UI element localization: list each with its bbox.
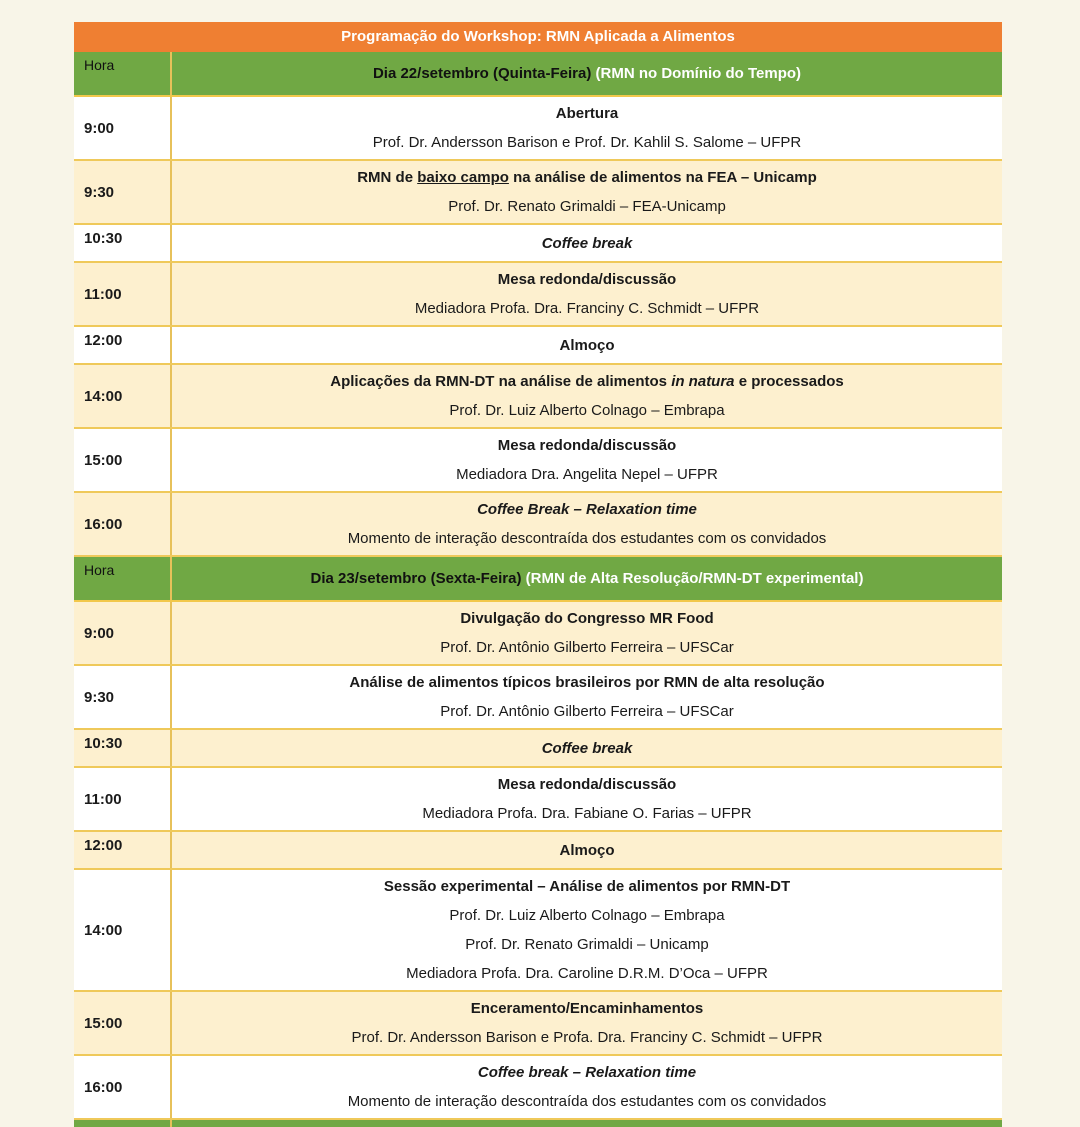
slot-speaker: Prof. Dr. Renato Grimaldi – Unicamp xyxy=(465,936,709,953)
slot-title-post: na análise de alimentos na FEA – Unicamp xyxy=(508,169,817,186)
slot-speaker: Mediadora Profa. Dra. Franciny C. Schmidt – UFPR xyxy=(414,300,760,317)
slot-content xyxy=(171,831,1002,869)
slot-title xyxy=(176,163,998,192)
slot-content xyxy=(171,492,1002,556)
title-row xyxy=(74,22,1002,52)
slot-title-italic: in natura xyxy=(671,373,735,390)
day2-date: Dia 23/setembro (Sexta-Feira) xyxy=(310,570,522,587)
hora-header: Hora xyxy=(74,52,171,96)
slot-title: Enceramento/Encaminhamentos xyxy=(470,1000,704,1017)
slot-title: Coffee break xyxy=(541,739,633,757)
slot-title: Mesa redonda/discussão xyxy=(497,437,677,454)
slot-speaker: Momento de interação descontraída dos estudantes com os convidados xyxy=(347,1093,827,1110)
slot-title: Mesa redonda/discussão xyxy=(497,271,677,288)
slot-title: Divulgação do Congresso MR Food xyxy=(460,610,714,627)
slot-content xyxy=(171,364,1002,428)
slot-time: 15:00 xyxy=(74,428,171,492)
slot-time: 11:00 xyxy=(74,767,171,831)
day2-header xyxy=(74,556,1002,601)
slot-content xyxy=(171,262,1002,326)
slot-speaker: Mediadora Profa. Dra. Caroline D.R.M. D’Oca – UFPR xyxy=(406,965,768,982)
table-footer-bar xyxy=(74,1119,1002,1127)
slot-content xyxy=(171,428,1002,492)
slot-content xyxy=(171,729,1002,767)
slot-speaker: Prof. Dr. Andersson Barison e Profa. Dra. Franciny C. Schmidt – UFPR xyxy=(351,1029,823,1046)
slot-title-post: e processados xyxy=(734,373,844,390)
slot-title-pre: RMN de xyxy=(357,169,418,186)
slot-speaker: Prof. Dr. Antônio Gilberto Ferreira – UFSCar xyxy=(440,639,734,656)
schedule-row xyxy=(74,991,1002,1055)
slot-title-underlined: baixo campo xyxy=(417,169,509,186)
footer-bar-right xyxy=(171,1119,1002,1127)
slot-time: 9:00 xyxy=(74,96,171,160)
day1-subtitle: (RMN no Domínio do Tempo) xyxy=(595,65,802,82)
day1-header xyxy=(74,52,1002,96)
slot-time: 11:00 xyxy=(74,262,171,326)
slot-title: Almoço xyxy=(559,336,615,354)
slot-content xyxy=(171,224,1002,262)
slot-time: 16:00 xyxy=(74,492,171,556)
slot-title: Almoço xyxy=(559,841,615,859)
slot-content xyxy=(171,96,1002,160)
slot-content xyxy=(171,1055,1002,1119)
slot-time: 12:00 xyxy=(74,831,171,869)
slot-content xyxy=(171,869,1002,991)
day2-heading xyxy=(171,556,1002,601)
slot-time: 10:30 xyxy=(74,224,171,262)
schedule-row xyxy=(74,364,1002,428)
schedule-row xyxy=(74,262,1002,326)
slot-speaker: Mediadora Dra. Angelita Nepel – UFPR xyxy=(456,466,718,483)
slot-time: 15:00 xyxy=(74,991,171,1055)
slot-content xyxy=(171,991,1002,1055)
day1-date: Dia 22/setembro (Quinta-Feira) xyxy=(372,65,592,82)
slot-speaker: Mediadora Profa. Dra. Fabiane O. Farias – UFPR xyxy=(422,805,752,822)
slot-speaker: Prof. Dr. Luiz Alberto Colnago – Embrapa xyxy=(449,907,725,924)
slot-time: 14:00 xyxy=(74,364,171,428)
slot-content xyxy=(171,160,1002,224)
schedule-row xyxy=(74,492,1002,556)
slot-speaker: Momento de interação descontraída dos estudantes com os convidados xyxy=(347,530,827,547)
slot-title: Coffee break – Relaxation time xyxy=(477,1064,697,1081)
slot-content xyxy=(171,767,1002,831)
slot-time: 10:30 xyxy=(74,729,171,767)
schedule-row xyxy=(74,1055,1002,1119)
slot-speaker: Prof. Dr. Antônio Gilberto Ferreira – UFSCar xyxy=(440,703,734,720)
schedule-table xyxy=(74,22,1002,1127)
slot-title: Coffee break xyxy=(541,234,633,252)
slot-speaker: Prof. Dr. Andersson Barison e Prof. Dr. Kahlil S. Salome – UFPR xyxy=(372,134,802,151)
schedule-row xyxy=(74,96,1002,160)
schedule-row xyxy=(74,326,1002,364)
footer-bar-left xyxy=(74,1119,171,1127)
day2-subtitle: (RMN de Alta Resolução/RMN-DT experimental) xyxy=(525,570,864,587)
slot-time: 12:00 xyxy=(74,326,171,364)
schedule-row xyxy=(74,224,1002,262)
slot-content xyxy=(171,326,1002,364)
schedule-sheet xyxy=(74,22,1002,1110)
slot-speaker: Prof. Dr. Renato Grimaldi – FEA-Unicamp xyxy=(448,198,726,215)
schedule-row xyxy=(74,767,1002,831)
slot-title: Mesa redonda/discussão xyxy=(497,776,677,793)
hora-header: Hora xyxy=(74,556,171,601)
schedule-row xyxy=(74,428,1002,492)
schedule-row xyxy=(74,665,1002,729)
slot-title-pre: Aplicações da RMN-DT na análise de alimentos xyxy=(330,373,672,390)
day1-heading xyxy=(171,52,1002,96)
slot-time: 9:30 xyxy=(74,160,171,224)
schedule-row xyxy=(74,601,1002,665)
schedule-title: Programação do Workshop: RMN Aplicada a Alimentos xyxy=(74,22,1002,52)
slot-speaker: Prof. Dr. Luiz Alberto Colnago – Embrapa xyxy=(449,402,725,419)
schedule-row xyxy=(74,869,1002,991)
schedule-row xyxy=(74,729,1002,767)
slot-content xyxy=(171,601,1002,665)
slot-title xyxy=(176,367,998,396)
schedule-row xyxy=(74,160,1002,224)
slot-time: 14:00 xyxy=(74,869,171,991)
slot-title: Análise de alimentos típicos brasileiros por RMN de alta resolução xyxy=(349,674,825,691)
slot-title: Coffee Break – Relaxation time xyxy=(477,501,697,518)
slot-time: 16:00 xyxy=(74,1055,171,1119)
slot-content xyxy=(171,665,1002,729)
schedule-row xyxy=(74,831,1002,869)
slot-time: 9:00 xyxy=(74,601,171,665)
slot-title: Sessão experimental – Análise de alimentos por RMN-DT xyxy=(383,878,791,895)
slot-title: Abertura xyxy=(555,105,619,122)
slot-time: 9:30 xyxy=(74,665,171,729)
